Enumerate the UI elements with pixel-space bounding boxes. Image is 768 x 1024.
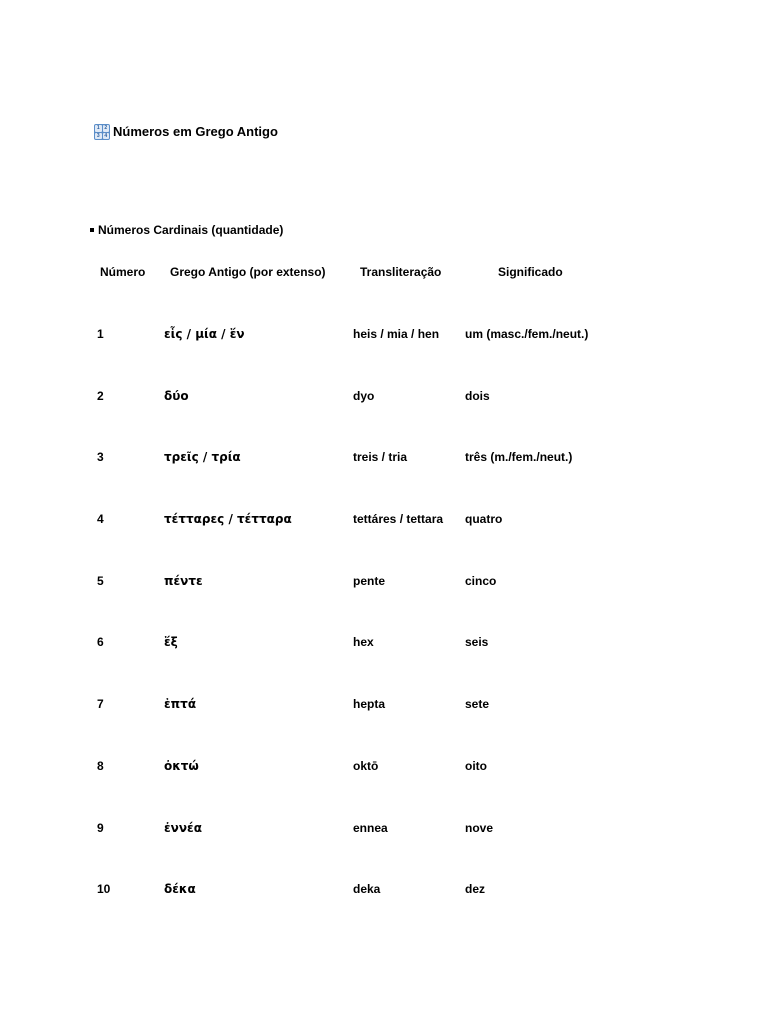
- cell-meaning: três (m./fem./neut.): [465, 450, 573, 465]
- cell-meaning: seis: [465, 635, 489, 650]
- input-numbers-icon: 1 2 3 4: [94, 124, 110, 140]
- cell-transliteration: heis / mia / hen: [353, 327, 440, 341]
- cell-number: 3: [97, 450, 104, 465]
- cell-transliteration: deka: [353, 882, 381, 897]
- cell-greek: δύο: [164, 388, 189, 403]
- cell-number: 9: [97, 820, 104, 835]
- cell-meaning: um (masc./fem./neut.): [465, 327, 589, 341]
- cell-meaning: cinco: [465, 573, 497, 588]
- header-greek: Grego Antigo (por extenso): [170, 265, 326, 279]
- cell-greek: ἑπτά: [164, 697, 197, 712]
- cell-transliteration: hepta: [353, 697, 386, 712]
- cell-number: 7: [97, 697, 104, 712]
- cell-greek: τέτταρες / τέτταρα: [164, 512, 292, 527]
- document-title-text: Números em Grego Antigo: [113, 124, 278, 139]
- table-row: [0, 511, 768, 573]
- cell-transliteration: treis / tria: [353, 450, 408, 465]
- cell-greek: ἐννέα: [164, 820, 202, 835]
- cell-meaning: sete: [465, 697, 490, 712]
- cell-transliteration: hex: [353, 635, 374, 650]
- table-row: [0, 449, 768, 511]
- table-row: [0, 573, 768, 635]
- cell-meaning: oito: [465, 758, 487, 773]
- cell-meaning: quatro: [465, 512, 503, 527]
- table-row: [0, 820, 768, 882]
- cell-number: 6: [97, 635, 104, 650]
- cell-greek: ἕξ: [164, 635, 178, 650]
- cell-number: 8: [97, 758, 104, 773]
- cell-number: 4: [97, 512, 104, 527]
- table-row: [0, 634, 768, 696]
- cell-greek: εἷς / μία / ἕν: [164, 327, 245, 341]
- section-heading-text: Números Cardinais (quantidade): [98, 223, 284, 237]
- cell-meaning: dez: [465, 882, 486, 897]
- cell-number: 2: [97, 388, 104, 403]
- cell-transliteration: dyo: [353, 388, 375, 403]
- cell-greek: πέντε: [164, 573, 203, 588]
- table-row: [0, 881, 768, 943]
- cell-number: 10: [97, 882, 111, 897]
- cell-transliteration: tettáres / tettara: [353, 512, 444, 527]
- cell-transliteration: pente: [353, 573, 386, 588]
- cell-meaning: dois: [465, 388, 490, 403]
- section-heading: [90, 222, 283, 238]
- cell-transliteration: ennea: [353, 820, 388, 835]
- cell-number: 5: [97, 573, 104, 588]
- cell-transliteration: oktō: [353, 758, 379, 773]
- cell-greek: δέκα: [164, 882, 196, 897]
- cell-meaning: nove: [465, 820, 494, 835]
- cell-greek: ὀκτώ: [164, 758, 199, 773]
- header-meaning: Significado: [498, 265, 563, 279]
- table-row: [0, 758, 768, 820]
- header-transliteration: Transliteração: [360, 265, 442, 279]
- table-body: [0, 326, 768, 943]
- table-row: [0, 696, 768, 758]
- document-title: [94, 124, 278, 140]
- cell-greek: τρεῖς / τρία: [164, 450, 241, 465]
- bullet-icon: [90, 228, 94, 232]
- table-row: [0, 388, 768, 450]
- cell-number: 1: [97, 327, 104, 341]
- header-number: Número: [100, 265, 146, 279]
- table-row: [0, 326, 768, 388]
